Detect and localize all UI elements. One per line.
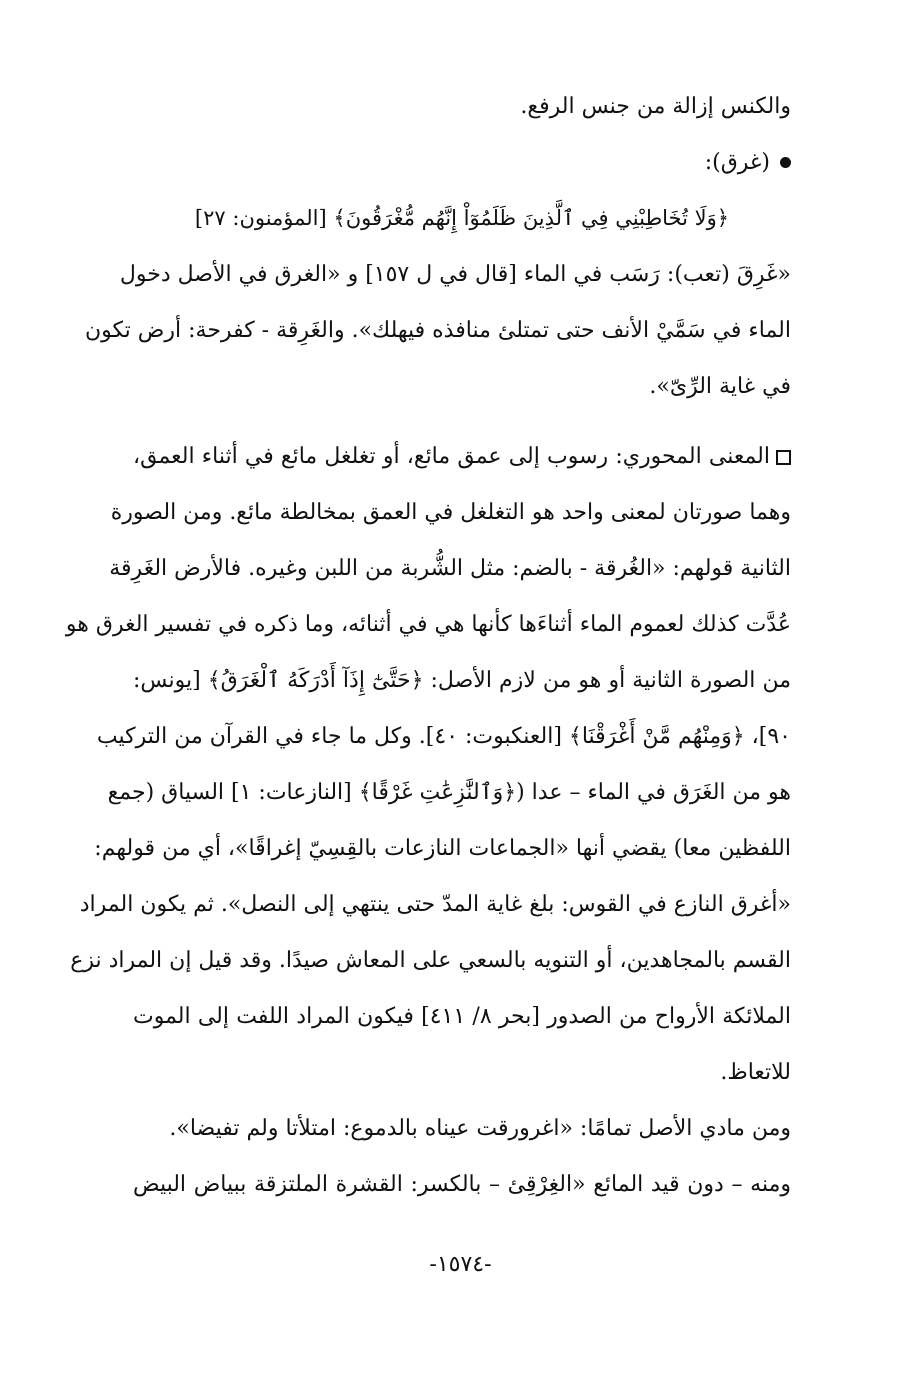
text-line: وهما صورتان لمعنى واحد هو التغلغل في العمق بمخالطة مائع. ومن الصورة — [110, 500, 791, 525]
text-line: «غَرِقَ (تعب): رَسَب في الماء [قال في ل ١٥٧] و «الغرق في الأصل دخول — [119, 262, 791, 287]
quran-verse-line: ﴿وَلَا تُخَاطِبْنِي فِي ٱلَّذِينَ ظَلَمُوٓاْ إِنَّهُم مُّغْرَقُونَ﴾ [المؤمنون: ٢٧] — [194, 206, 730, 230]
text-line: عُدَّت كذلك لعموم الماء أثناءَها كأنها هي في أثنائه، وما ذكره في تفسير الغرق هو — [65, 612, 791, 637]
text-line: الماء في سَمَّيْ الأنف حتى تمتلئ منافذه فيهلك». والغَرِقة - كفرحة: أرض تكون — [85, 318, 791, 343]
core-meaning-text: المعنى المحوري: رسوب إلى عمق مائع، أو تغلغل مائع في أثناء العمق، — [133, 444, 770, 469]
text-line: من الصورة الثانية أو هو من لازم الأصل: ﴿حَتَّىٰٓ إِذَآ أَدْرَكَهُ ٱلْغَرَقُ﴾ [يونس: — [133, 668, 791, 693]
text-line: هو من الغَرَق في الماء – عدا (﴿وَٱلنَّٰزِعَٰتِ غَرْقًا﴾ [النازعات: ١] السياق (جمع — [107, 780, 791, 805]
entry-heading — [133, 136, 791, 192]
bullet-icon — [780, 157, 791, 168]
text-line: ٩٠]، ﴿وَمِنْهُم مَّنْ أَغْرَقْنَا﴾ [العنكبوت: ٤٠]. وكل ما جاء في القرآن من التركيب — [96, 724, 791, 749]
text-line: الثانية قولهم: «الغُرقة - بالضم: مثل الشُّربة من اللبن وغيره. فالأرض الغَرِقة — [109, 556, 791, 581]
text-line: والكنس إزالة من جنس الرفع. — [520, 94, 791, 119]
page-number: -١٥٧٤- — [429, 1252, 492, 1277]
text-line: ومن مادي الأصل تمامًا: «اغرورقت عيناه بالدموع: امتلأتا ولم تفيضا». — [169, 1116, 791, 1141]
core-meaning-line — [133, 430, 791, 486]
text-line: الملائكة الأرواح من الصدور [بحر ٨/ ٤١١] فيكون المراد اللفت إلى الموت — [133, 1004, 791, 1029]
text-line: للاتعاظ. — [720, 1060, 791, 1085]
text-line: ومنه – دون قيد المائع «الغِرْقِئ – بالكسر: القشرة الملتزقة ببياض البيض — [133, 1172, 791, 1197]
text-line: القسم بالمجاهدين، أو التنويه بالسعي على المعاش صيدًا. وقد قيل إن المراد نزع — [70, 948, 791, 973]
square-marker-icon — [776, 450, 791, 465]
entry-heading-row — [133, 146, 791, 179]
text-line: اللفظين معا) يقضي أنها «الجماعات النازعات بالقِسِيّ إغراقًا»، أي من قولهم: — [94, 836, 791, 861]
text-line: «أغرق النازع في القوس: بلغ غاية المدّ حتى ينتهي إلى النصل». ثم يكون المراد — [79, 892, 791, 917]
page-body — [65, 80, 791, 1214]
paragraph-gap — [133, 416, 791, 430]
entry-heading-text: (غرق): — [704, 150, 770, 175]
text-line: في غاية الرِّىّ». — [649, 374, 791, 399]
